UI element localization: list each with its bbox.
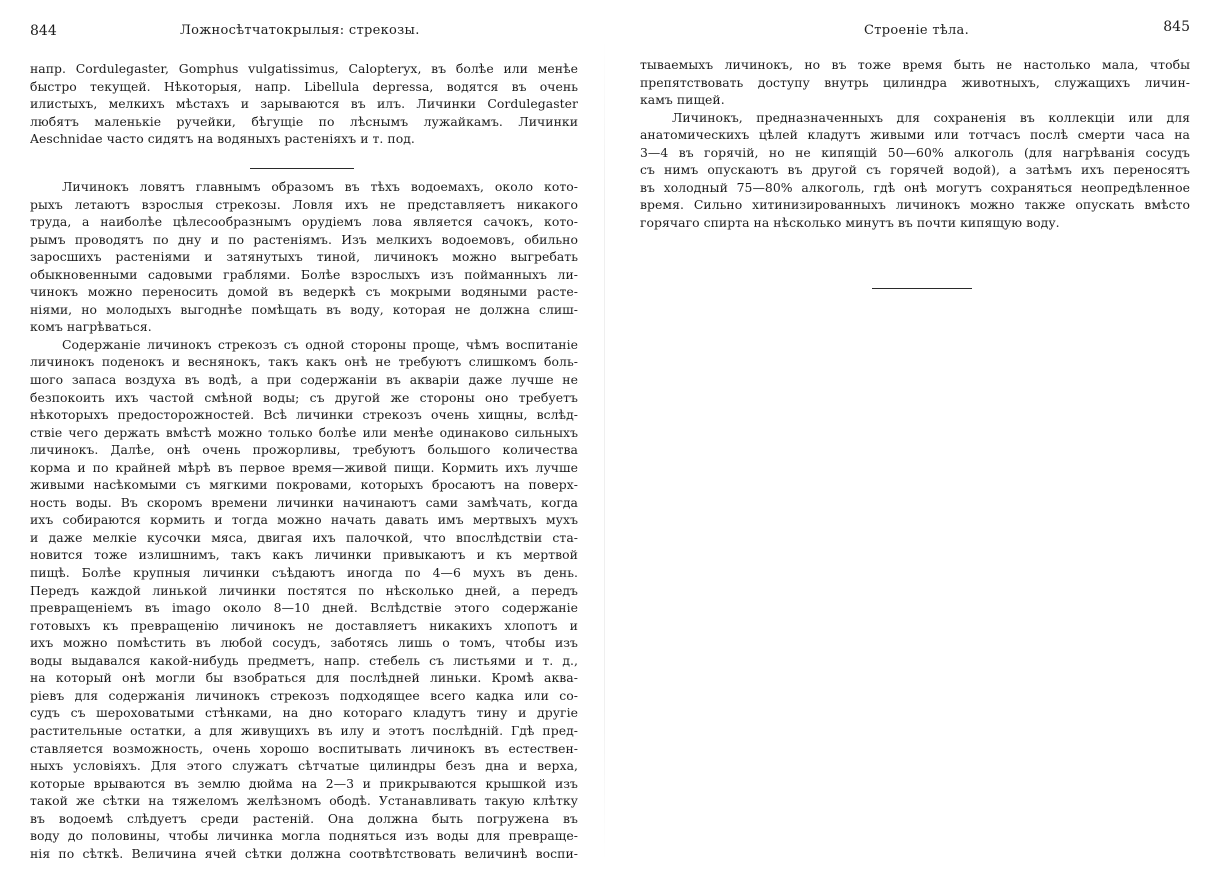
text-line: которые врываются въ землю дюйма на 2—3 и прикрываются крышкой изъ xyxy=(30,775,578,791)
text-line: труда, а наиболѣе цѣлесообразнымъ орудіемъ лова является сачокъ, кото- xyxy=(30,214,578,230)
text-line: напр. Cordulegaster, Gomphus vulgatissimus, Calopteryx, въ болѣе или менѣе xyxy=(30,61,578,76)
text-line: въ водоемѣ слѣдуетъ среди растеній. Она должна быть погружена въ xyxy=(30,810,578,826)
text-line: нѣкоторыхъ предосторожностей. Всѣ личинки стрекозъ очень хищны, вслѣд- xyxy=(30,407,578,423)
text-line: ріевъ для содержанія личинокъ стрекозъ подходящее всего кадка или со- xyxy=(30,687,578,703)
text-line: быстро текущей. Нѣкоторыя, напр. Libellula depressa, водятся въ очень xyxy=(30,78,578,94)
left-top-paragraph xyxy=(30,60,578,148)
text-line: безпокоить ихъ частой смѣной воды; съ другой же стороны оно требуетъ xyxy=(30,389,578,405)
text-line: ность воды. Въ скоромъ времени личинки начинаютъ сами замѣчать, когда xyxy=(30,494,578,510)
text-line: время. Сильно хитинизированныхъ личинокъ можно также опускать вмѣсто xyxy=(640,197,1190,213)
text-line: илистыхъ, мелкихъ мѣстахъ и зарываются въ илъ. Личинки Cordulegaster xyxy=(30,96,578,112)
text-line: ствіе чего держать вмѣстѣ можно только болѣе или менѣе одинаково сильныхъ xyxy=(30,424,578,440)
text-line: камъ пищей. xyxy=(640,92,725,108)
right-page-number: 845 xyxy=(1163,19,1190,35)
text-line: Aeschnidae часто сидятъ на водяныхъ растеніяхъ и т. под. xyxy=(30,131,415,147)
text-line: Личинокъ ловятъ главнымъ образомъ въ тѣхъ водоемахъ, около кото- xyxy=(62,179,578,194)
text-line: Передъ каждой линькой личинки постятся по нѣсколько дней, а передъ xyxy=(30,582,578,598)
text-line: обыкновенными садовыми граблями. Болѣе взрослыхъ изъ пойманныхъ ли- xyxy=(30,266,578,282)
section-divider xyxy=(250,168,354,169)
text-line: превращеніемъ въ imago около 8—10 дней. Вслѣдствіе этого содержаніе xyxy=(30,600,578,616)
text-line: ніями, но молодыхъ выгоднѣе помѣщать въ воду, которая не должна слиш- xyxy=(30,301,578,317)
text-line: растительные остатки, а для живущихъ въ илу и этотъ послѣдній. Гдѣ пред- xyxy=(30,722,578,738)
text-line: готовыхъ къ превращенію личинокъ не доставляетъ никакихъ хлопотъ и xyxy=(30,617,578,633)
section-divider xyxy=(872,288,972,289)
text-line: личинокъ поденокъ и веснянокъ, такъ какъ онѣ не требуютъ слишкомъ боль- xyxy=(30,354,578,370)
left-running-title: Ложносѣтчатокрылыя: стрекозы. xyxy=(180,23,420,38)
text-line: Содержаніе личинокъ стрекозъ съ одной стороны проще, чѣмъ воспитаніе xyxy=(62,336,578,352)
text-line: корма и по крайней мѣрѣ въ первое время—живой пищи. Кормить ихъ лучше xyxy=(30,459,578,475)
right-running-title: Строеніе тѣла. xyxy=(864,23,970,38)
left-page xyxy=(30,0,578,878)
text-line: шого запаса воздуха въ водѣ, а при содержаніи въ акваріи даже лучше не xyxy=(30,372,578,388)
right-main-text xyxy=(640,56,1190,231)
text-line: въ холодный 75—80% алкоголь, гдѣ онѣ могутъ сохраняться неопредѣленное xyxy=(640,179,1190,195)
text-line: горячаго спирта на нѣсколько минутъ въ почти кипящую воду. xyxy=(640,214,1060,230)
text-line: Личинокъ, предназначенныхъ для сохраненія въ коллекціи или для xyxy=(672,109,1190,125)
text-line: и даже мелкіе кусочки мяса, двигая ихъ палочкой, что впослѣдствіи ста- xyxy=(30,529,578,545)
text-line: рыхъ летаютъ взрослыя стрекозы. Ловля ихъ не представляетъ никакого xyxy=(30,196,578,212)
page-fold xyxy=(604,40,605,860)
left-running-head xyxy=(30,23,578,41)
text-line: воды выдавался какой-нибудь предметъ, напр. стебель съ листьями и т. д., xyxy=(30,652,578,668)
text-line: заросшихъ растеніями и затянутыхъ тиной, личинокъ можно выгребать xyxy=(30,249,578,265)
text-line: анатомическихъ цѣлей кладутъ живыми или тотчасъ послѣ смерти часа на xyxy=(640,127,1190,143)
text-line: тываемыхъ личинокъ, но въ тоже время быть не настолько мала, чтобы xyxy=(640,57,1190,72)
text-line: препятствовать доступу внутрь цилиндра животныхъ, служащихъ личин- xyxy=(640,74,1190,90)
text-line: съ нимъ опускаютъ въ другой съ горячей водой), а затѣмъ ихъ переносятъ xyxy=(640,162,1190,178)
text-line: ставляется возможность, очень хорошо воспитывать личинокъ въ естествен- xyxy=(30,740,578,756)
text-line: любятъ маленькіе ручейки, бѣгущіе по лѣснымъ лужайкамъ. Личинки xyxy=(30,113,578,129)
text-line: чинокъ можно переносить домой въ ведеркѣ съ мокрыми водяными расте- xyxy=(30,284,578,300)
text-line: рымъ проводятъ по дну и по растеніямъ. Изъ мелкихъ водоемовъ, обильно xyxy=(30,231,578,247)
text-line: 3—4 въ горячій, но не кипящій 50—60% алкоголь (для нагрѣванія сосудъ xyxy=(640,144,1190,160)
text-line: судъ съ шероховатыми стѣнками, на дно котораго кладутъ тину и другіе xyxy=(30,705,578,721)
text-line: ныхъ условіяхъ. Для этого служатъ сѣтчатые цилиндры безъ дна и верха, xyxy=(30,758,578,774)
right-page xyxy=(640,0,1190,878)
text-line: живыми насѣкомыми съ мягкими покровами, которыхъ бросаютъ на поверх- xyxy=(30,477,578,493)
text-line: нія по сѣткѣ. Величина ячей сѣтки должна соотвѣтствовать величинѣ воспи- xyxy=(30,845,578,861)
text-line: на который онѣ могли бы взобраться для послѣдней линьки. Кромѣ аква- xyxy=(30,670,578,686)
text-line: личинокъ. Далѣе, онѣ очень прожорливы, требуютъ большого количества xyxy=(30,442,578,458)
text-line: ихъ собираются кормить и тогда можно начать давать имъ мертвыхъ мухъ xyxy=(30,512,578,528)
text-line: новится тоже излишнимъ, такъ какъ личинки привыкаютъ и къ мертвой xyxy=(30,547,578,563)
text-line: такой же сѣтки на тяжеломъ желѣзномъ ободѣ. Устанавливать такую клѣтку xyxy=(30,793,578,809)
text-line: пищѣ. Болѣе крупныя личинки съѣдаютъ иногда по 4—6 мухъ въ день. xyxy=(30,565,578,581)
text-line: ихъ можно помѣстить въ любой сосудъ, заботясь лишь о томъ, чтобы изъ xyxy=(30,635,578,651)
left-page-number: 844 xyxy=(30,23,57,39)
text-line: комъ нагрѣваться. xyxy=(30,319,152,335)
text-line: воду до половины, чтобы личинка могла подняться изъ воды для превраще- xyxy=(30,828,578,844)
right-running-head xyxy=(640,19,1190,41)
left-main-text xyxy=(30,178,578,862)
